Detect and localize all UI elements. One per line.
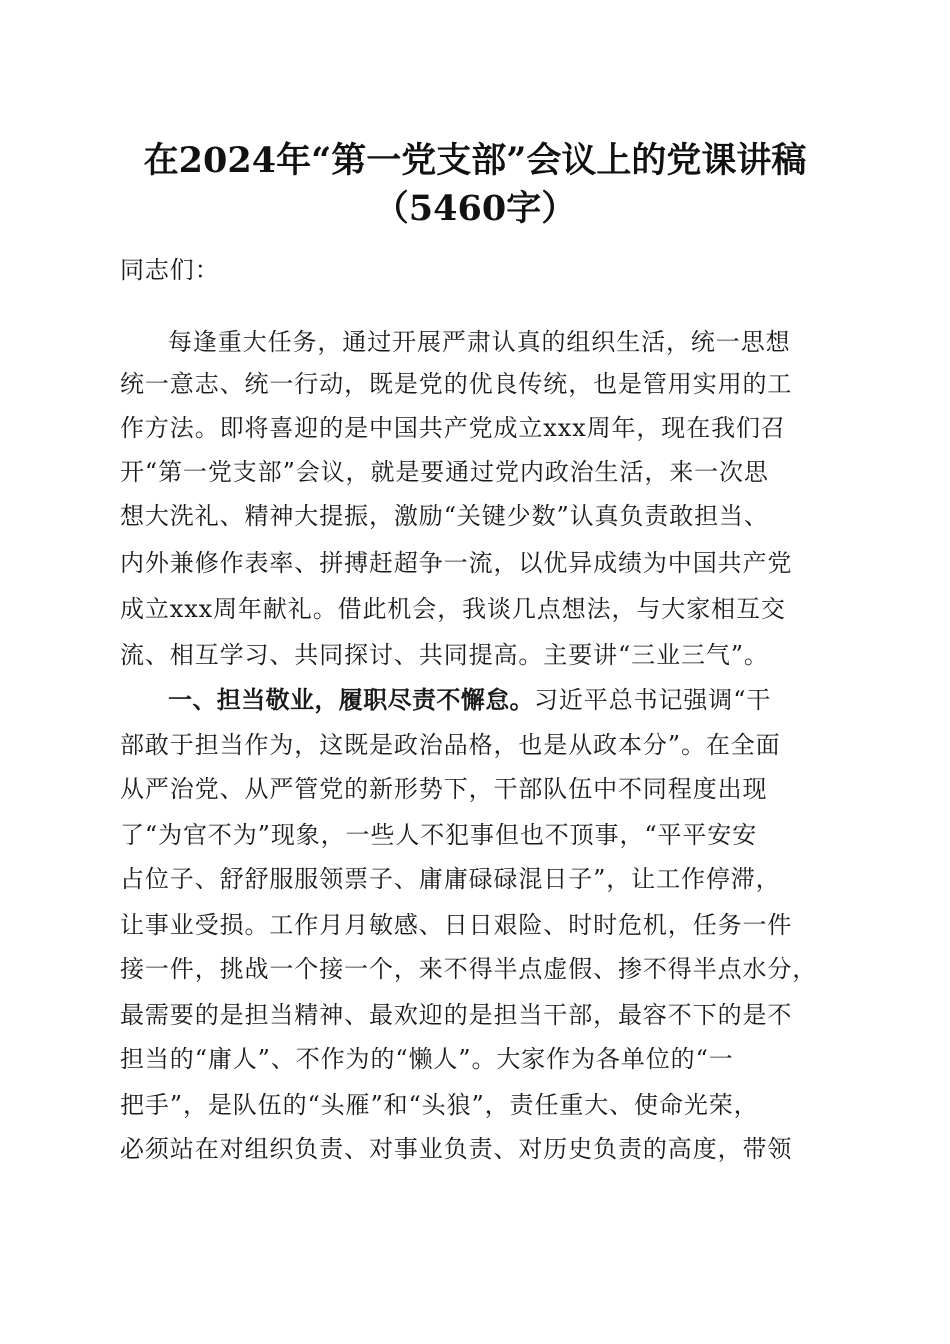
paragraph1-line: 作方法。即将喜迎的是中国共产党成立xxx周年，现在我们召 [120,414,786,442]
section1-line: 担当的“庸人”、不作为的“懒人”。大家作为各单位的“一 [120,1045,734,1073]
paragraph1-line: 想大洗礼、精神大提振，激励“关键少数”认真负责敢担当、 [120,502,769,530]
paragraph1-line: 统一意志、统一行动，既是党的优良传统，也是管用实用的工 [120,370,793,398]
document-title-word-count: （5460字） [373,188,577,229]
section1-line: 从严治党、从严管党的新形势下，干部队伍中不同程度出现 [120,775,768,803]
section1-line: 接一件，挑战一个接一个，来不得半点虚假、掺不得半点水分， [120,955,818,983]
section1-heading: 一、担当敬业，履职尽责不懈怠。 [168,686,534,714]
section1-first-line [168,683,830,717]
paragraph1-line: 成立xxx周年献礼。借此机会，我谈几点想法，与大家相互交 [120,595,786,623]
section1-line: 必须站在对组织负责、对事业负责、对历史负责的高度，带领 [120,1135,793,1163]
section1-line: 最需要的是担当精神、最欢迎的是担当干部，最容不下的是不 [120,1001,793,1029]
section1-line: 把手”，是队伍的“头雁”和“头狼”，责任重大、使命光荣， [120,1091,759,1119]
salutation: 同志们： [120,256,220,284]
section1-line: 了“为官不为”现象，一些人不犯事但也不顶事，“平平安安 [120,821,758,849]
paragraph1-line: 每逢重大任务，通过开展严肃认真的组织生活，统一思想 [168,328,791,356]
section1-line: 部敢于担当作为，这既是政治品格，也是从政本分”。在全面 [120,731,781,759]
section1-first-line-text: 习近平总书记强调“干 [534,686,772,714]
paragraph1-line: 流、相互学习、共同探讨、共同提高。主要讲“三业三气”。 [120,641,769,669]
document-title: 在2024年“第一党支部”会议上的党课讲稿 [143,140,807,181]
section1-line: 占位子、舒舒服服领票子、庸庸碌碌混日子”，让工作停滞， [120,865,781,893]
paragraph1-line: 开“第一党支部”会议，就是要通过党内政治生活，来一次思 [120,458,769,486]
paragraph1-line: 内外兼修作表率、拼搏赶超争一流，以优异成绩为中国共产党 [120,549,793,577]
section1-line: 让事业受损。工作月月敏感、日日艰险、时时危机，任务一件 [120,911,793,939]
